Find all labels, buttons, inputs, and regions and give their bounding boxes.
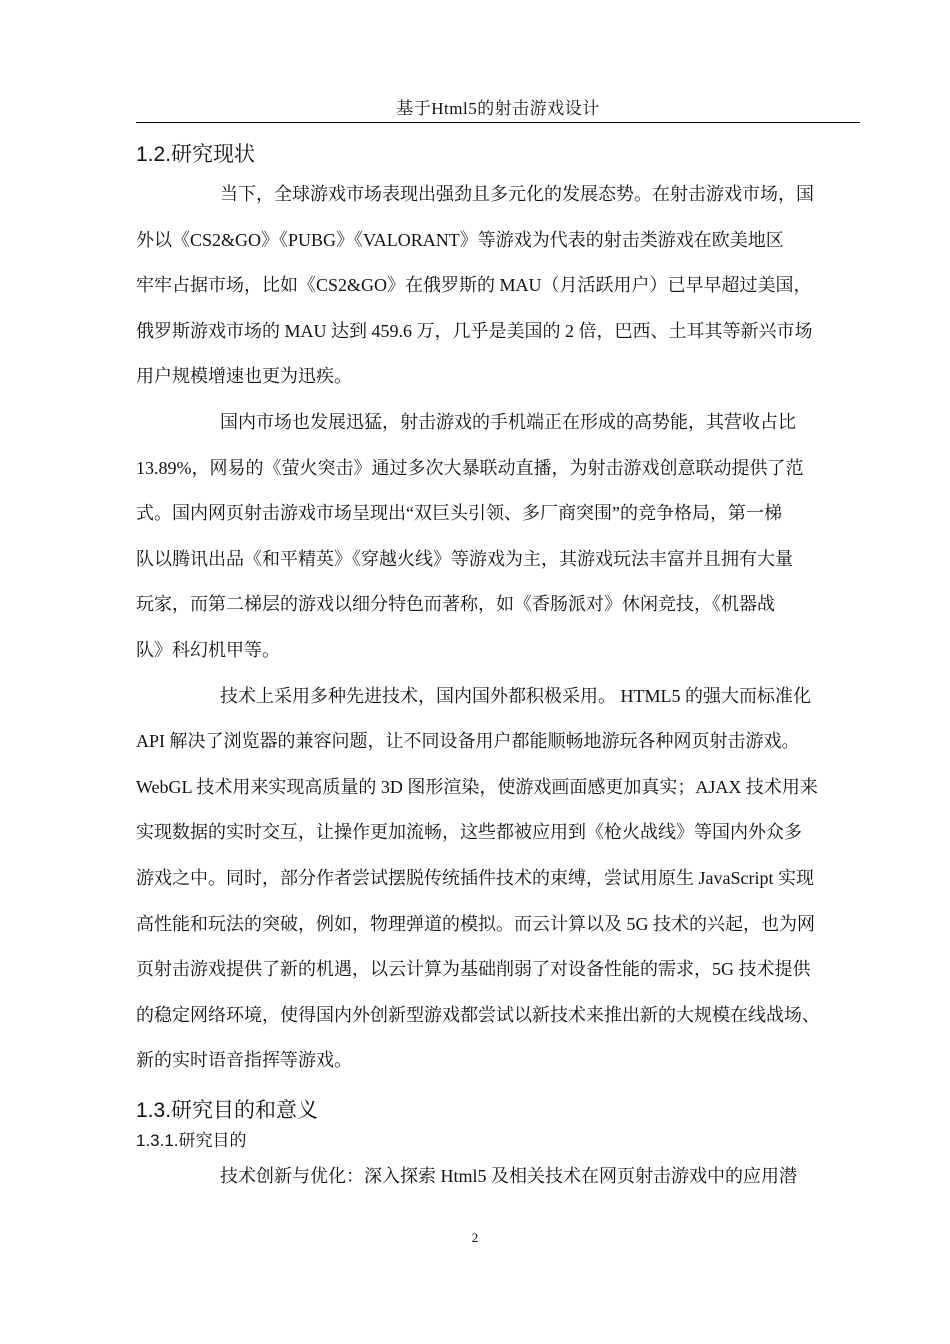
subsection-heading-1-3-1: 1.3.1.研究目的 [136, 1130, 247, 1150]
paragraph-line: 队》科幻机甲等。 [136, 639, 280, 660]
paragraph-research-goal [136, 1154, 866, 1200]
paragraph-line: 当下，全球游戏市场表现出强劲且多元化的发展态势。在射击游戏市场，国 [220, 184, 814, 204]
section-heading-1-2: 1.2.研究现状 [136, 143, 256, 166]
paragraph-line: 牢牢占据市场，比如《CS2&GO》在俄罗斯的 MAU（月活跃用户）已早早超过美国， [136, 275, 812, 296]
paragraph-line: 式。国内网页射击游戏市场呈现出“双巨头引领、多厂商突围”的竞争格局，第一梯 [136, 503, 782, 524]
paragraph-line: 俄罗斯游戏市场的 MAU 达到 459.6 万，几乎是美国的 2 倍，巴西、土耳其等新兴市场 [136, 320, 813, 341]
paragraph-line: 用户规模增速也更为迅疾。 [136, 366, 352, 387]
paragraph-line: 新的实时语音指挥等游戏。 [136, 1050, 352, 1071]
paragraph-technology [136, 674, 866, 1084]
paragraph-market-global [136, 172, 866, 400]
page-content [136, 128, 866, 1199]
paragraph-line: 13.89%，网易的《萤火突击》通过多次大暴联动直播，为射击游戏创意联动提供了范 [136, 457, 804, 478]
paragraph-line: 玩家，而第二梯层的游戏以细分特色而著称，如《香肠派对》休闲竞技，《机器战 [136, 594, 775, 615]
section-heading-1-3: 1.3.研究目的和意义 [136, 1098, 319, 1122]
paragraph-line: 实现数据的实时交互，让操作更加流畅，这些都被应用到《枪火战线》等国内外众多 [136, 822, 802, 843]
running-header-title: 基于Html5的射击游戏设计 [396, 99, 600, 118]
paragraph-line: WebGL 技术用来实现高质量的 3D 图形渲染，使游戏画面感更加真实；AJAX 技术用来 [136, 776, 818, 797]
paragraph-line: 游戏之中。同时，部分作者尝试摆脱传统插件技术的束缚，尝试用原生 JavaScript 实现 [136, 867, 814, 888]
paragraph-line: 高性能和玩法的突破，例如，物理弹道的模拟。而云计算以及 5G 技术的兴起，也为网 [136, 913, 815, 934]
paragraph-line: 页射击游戏提供了新的机遇，以云计算为基础削弱了对设备性能的需求，5G 技术提供 [136, 959, 811, 980]
paragraph-line: API 解决了浏览器的兼容问题，让不同设备用户都能顺畅地游玩各种网页射击游戏。 [136, 731, 800, 752]
paragraph-line: 队以腾讯出品《和平精英》《穿越火线》等游戏为主，其游戏玩法丰富并且拥有大量 [136, 548, 793, 569]
paragraph-line: 国内市场也发展迅猛，射击游戏的手机端正在形成的高势能，其营收占比 [220, 411, 796, 432]
page-number: 2 [471, 1230, 479, 1245]
paragraph-line: 技术创新与优化：深入探索 Html5 及相关技术在网页射击游戏中的应用潜 [220, 1165, 797, 1186]
paragraph-market-domestic [136, 400, 866, 674]
paragraph-line: 外以《CS2&GO》《PUBG》《VALORANT》等游戏为代表的射击类游戏在欧美地区 [136, 229, 784, 250]
paragraph-line: 的稳定网络环境，使得国内外创新型游戏都尝试以新技术来推出新的大规模在线战场、 [136, 1004, 820, 1025]
paragraph-line: 技术上采用多种先进技术，国内国外都积极采用。 HTML5 的强大而标准化 [220, 685, 811, 706]
running-header [136, 96, 860, 123]
